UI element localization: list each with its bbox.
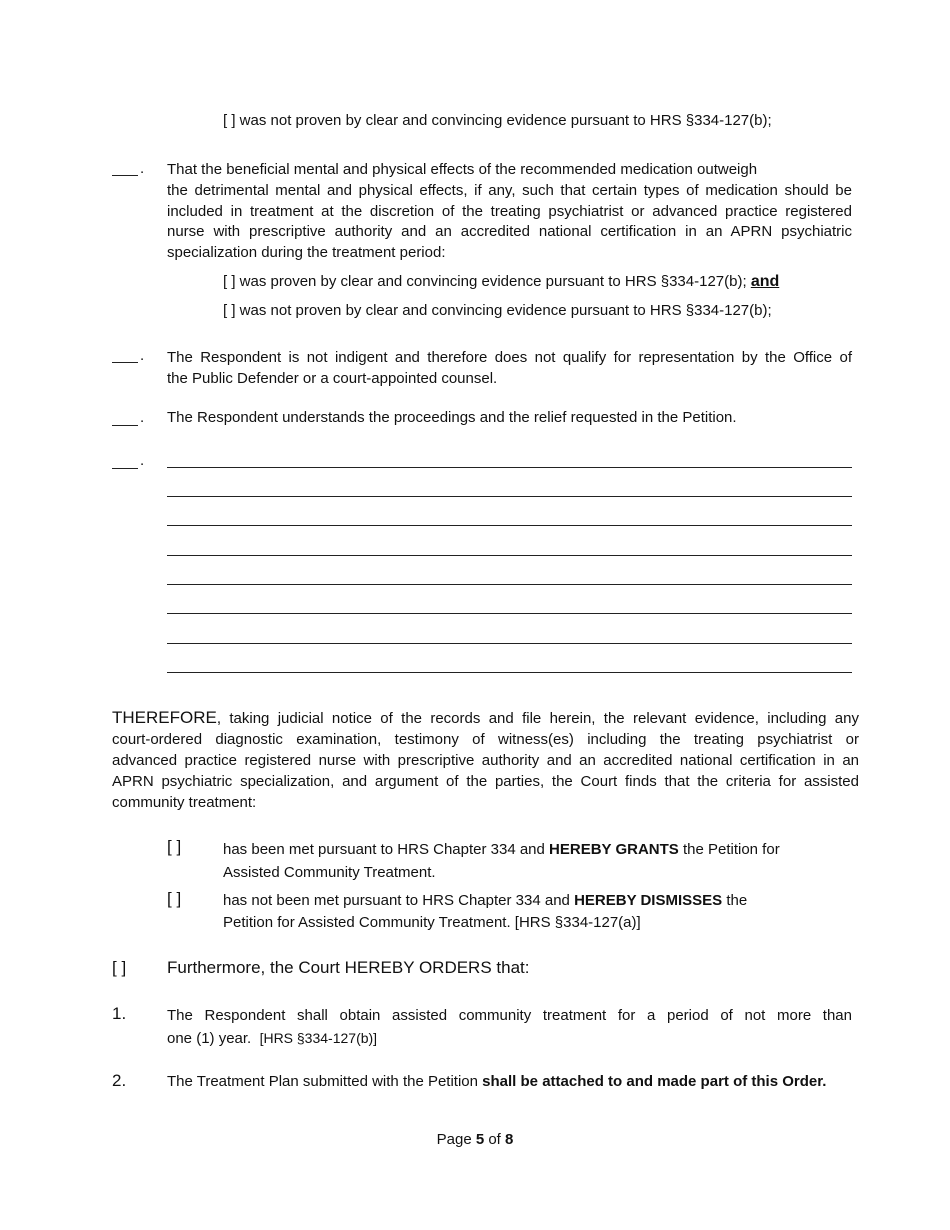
page-label: Page bbox=[436, 1131, 476, 1148]
grant-text: Assisted Community Treatment. bbox=[223, 864, 436, 881]
therefore-line: community treatment: bbox=[112, 794, 257, 811]
medication-line: the detrimental mental and physical effects, if any, such that certain types of medication should be bbox=[167, 181, 852, 199]
page-footer bbox=[0, 1131, 950, 1148]
therefore-paragraph bbox=[112, 707, 859, 813]
fill-in-line[interactable] bbox=[167, 525, 852, 526]
indigent-line: The Respondent is not indigent and therefore does not qualify for representation by the Office of bbox=[167, 349, 852, 366]
dismiss-text: the bbox=[722, 892, 748, 909]
medication-finding bbox=[167, 160, 852, 264]
order-2-number: 2. bbox=[112, 1071, 127, 1090]
order-1-text: one (1) year. bbox=[167, 1030, 252, 1047]
order-1-text: The Respondent shall obtain assisted community treatment for a period of not more than bbox=[167, 1007, 852, 1024]
medication-line: specialization during the treatment period: bbox=[167, 244, 446, 262]
of-label: of bbox=[484, 1131, 506, 1148]
fill-in-line[interactable] bbox=[167, 467, 852, 468]
fill-in-line[interactable] bbox=[167, 613, 852, 614]
item-blank-number bbox=[112, 425, 138, 426]
dismiss-text: Petition for Assisted Community Treatment. [HRS §334-127(a)] bbox=[223, 914, 641, 931]
grant-checkbox[interactable]: [ ] bbox=[167, 837, 182, 856]
medication-line: nurse with prescriptive authority and an accredited national certification in an APRN psychiatric bbox=[167, 223, 852, 241]
fill-in-line[interactable] bbox=[167, 584, 852, 585]
dismiss-option bbox=[223, 890, 747, 934]
dismiss-text: has not been met pursuant to HRS Chapter 334 and bbox=[223, 892, 575, 909]
and-emphasis: and bbox=[750, 273, 780, 290]
therefore-line: advanced practice registered nurse with prescriptive authority and an accredited national certification in an bbox=[112, 752, 859, 769]
item-dot: . bbox=[140, 409, 145, 426]
grant-bold: HEREBY GRANTS bbox=[549, 841, 679, 858]
medication-line: included in treatment at the discretion of the treating psychiatrist or advanced practice registered bbox=[167, 202, 852, 220]
fill-in-line[interactable] bbox=[167, 496, 852, 497]
item-blank-number bbox=[112, 362, 138, 363]
fill-in-line[interactable] bbox=[167, 643, 852, 644]
fill-in-line[interactable] bbox=[167, 672, 852, 673]
item-blank-number bbox=[112, 175, 138, 176]
therefore-line: APRN psychiatric specialization, and argument of the parties, the Court finds that the criteria for assisted bbox=[112, 773, 859, 790]
order-1 bbox=[167, 1005, 852, 1050]
item-dot: . bbox=[140, 160, 145, 177]
grant-text: has been met pursuant to HRS Chapter 334 and bbox=[223, 841, 550, 858]
item-dot: . bbox=[140, 452, 145, 469]
furthermore-line: Furthermore, the Court HEREBY ORDERS that: bbox=[167, 958, 530, 977]
therefore-line: court-ordered diagnostic examination, testimony of witness(es) including the treating psychiatrist or bbox=[112, 731, 859, 748]
not-proven-line-top: [ ] was not proven by clear and convincing evidence pursuant to HRS §334-127(b); bbox=[223, 112, 772, 129]
dismiss-checkbox[interactable]: [ ] bbox=[167, 889, 182, 908]
therefore-line: , taking judicial notice of the records and file herein, the relevant evidence, including any bbox=[216, 710, 859, 727]
order-2-text: The Treatment Plan submitted with the Petition bbox=[167, 1073, 483, 1090]
med-not-proven-line: [ ] was not proven by clear and convincing evidence pursuant to HRS §334-127(b); bbox=[223, 302, 772, 319]
order-2-bold: shall be attached to and made part of this Order. bbox=[482, 1073, 827, 1090]
dismiss-bold: HEREBY DISMISSES bbox=[574, 892, 723, 909]
therefore-lead: THEREFORE bbox=[112, 708, 217, 727]
understands-finding: The Respondent understands the proceedings and the relief requested in the Petition. bbox=[167, 409, 737, 426]
page-total: 8 bbox=[505, 1131, 514, 1148]
indigent-finding bbox=[167, 347, 852, 389]
order-1-number: 1. bbox=[112, 1004, 127, 1023]
order-1-citation: [HRS §334-127(b)] bbox=[259, 1030, 378, 1046]
furthermore-checkbox[interactable]: [ ] bbox=[112, 958, 127, 977]
item-dot: . bbox=[140, 347, 145, 364]
item-blank-number bbox=[112, 468, 138, 469]
medication-line: That the beneficial mental and physical effects of the recommended medication outweigh bbox=[167, 161, 758, 178]
med-proven-text: [ ] was proven by clear and convincing evidence pursuant to HRS §334-127(b); bbox=[223, 273, 751, 290]
med-proven-line bbox=[223, 273, 779, 291]
indigent-line: the Public Defender or a court-appointed counsel. bbox=[167, 370, 498, 387]
page-number: 5 bbox=[475, 1131, 485, 1148]
order-2 bbox=[167, 1073, 826, 1090]
grant-text: the Petition for bbox=[678, 841, 780, 858]
fill-in-line[interactable] bbox=[167, 555, 852, 556]
grant-option bbox=[223, 838, 780, 884]
